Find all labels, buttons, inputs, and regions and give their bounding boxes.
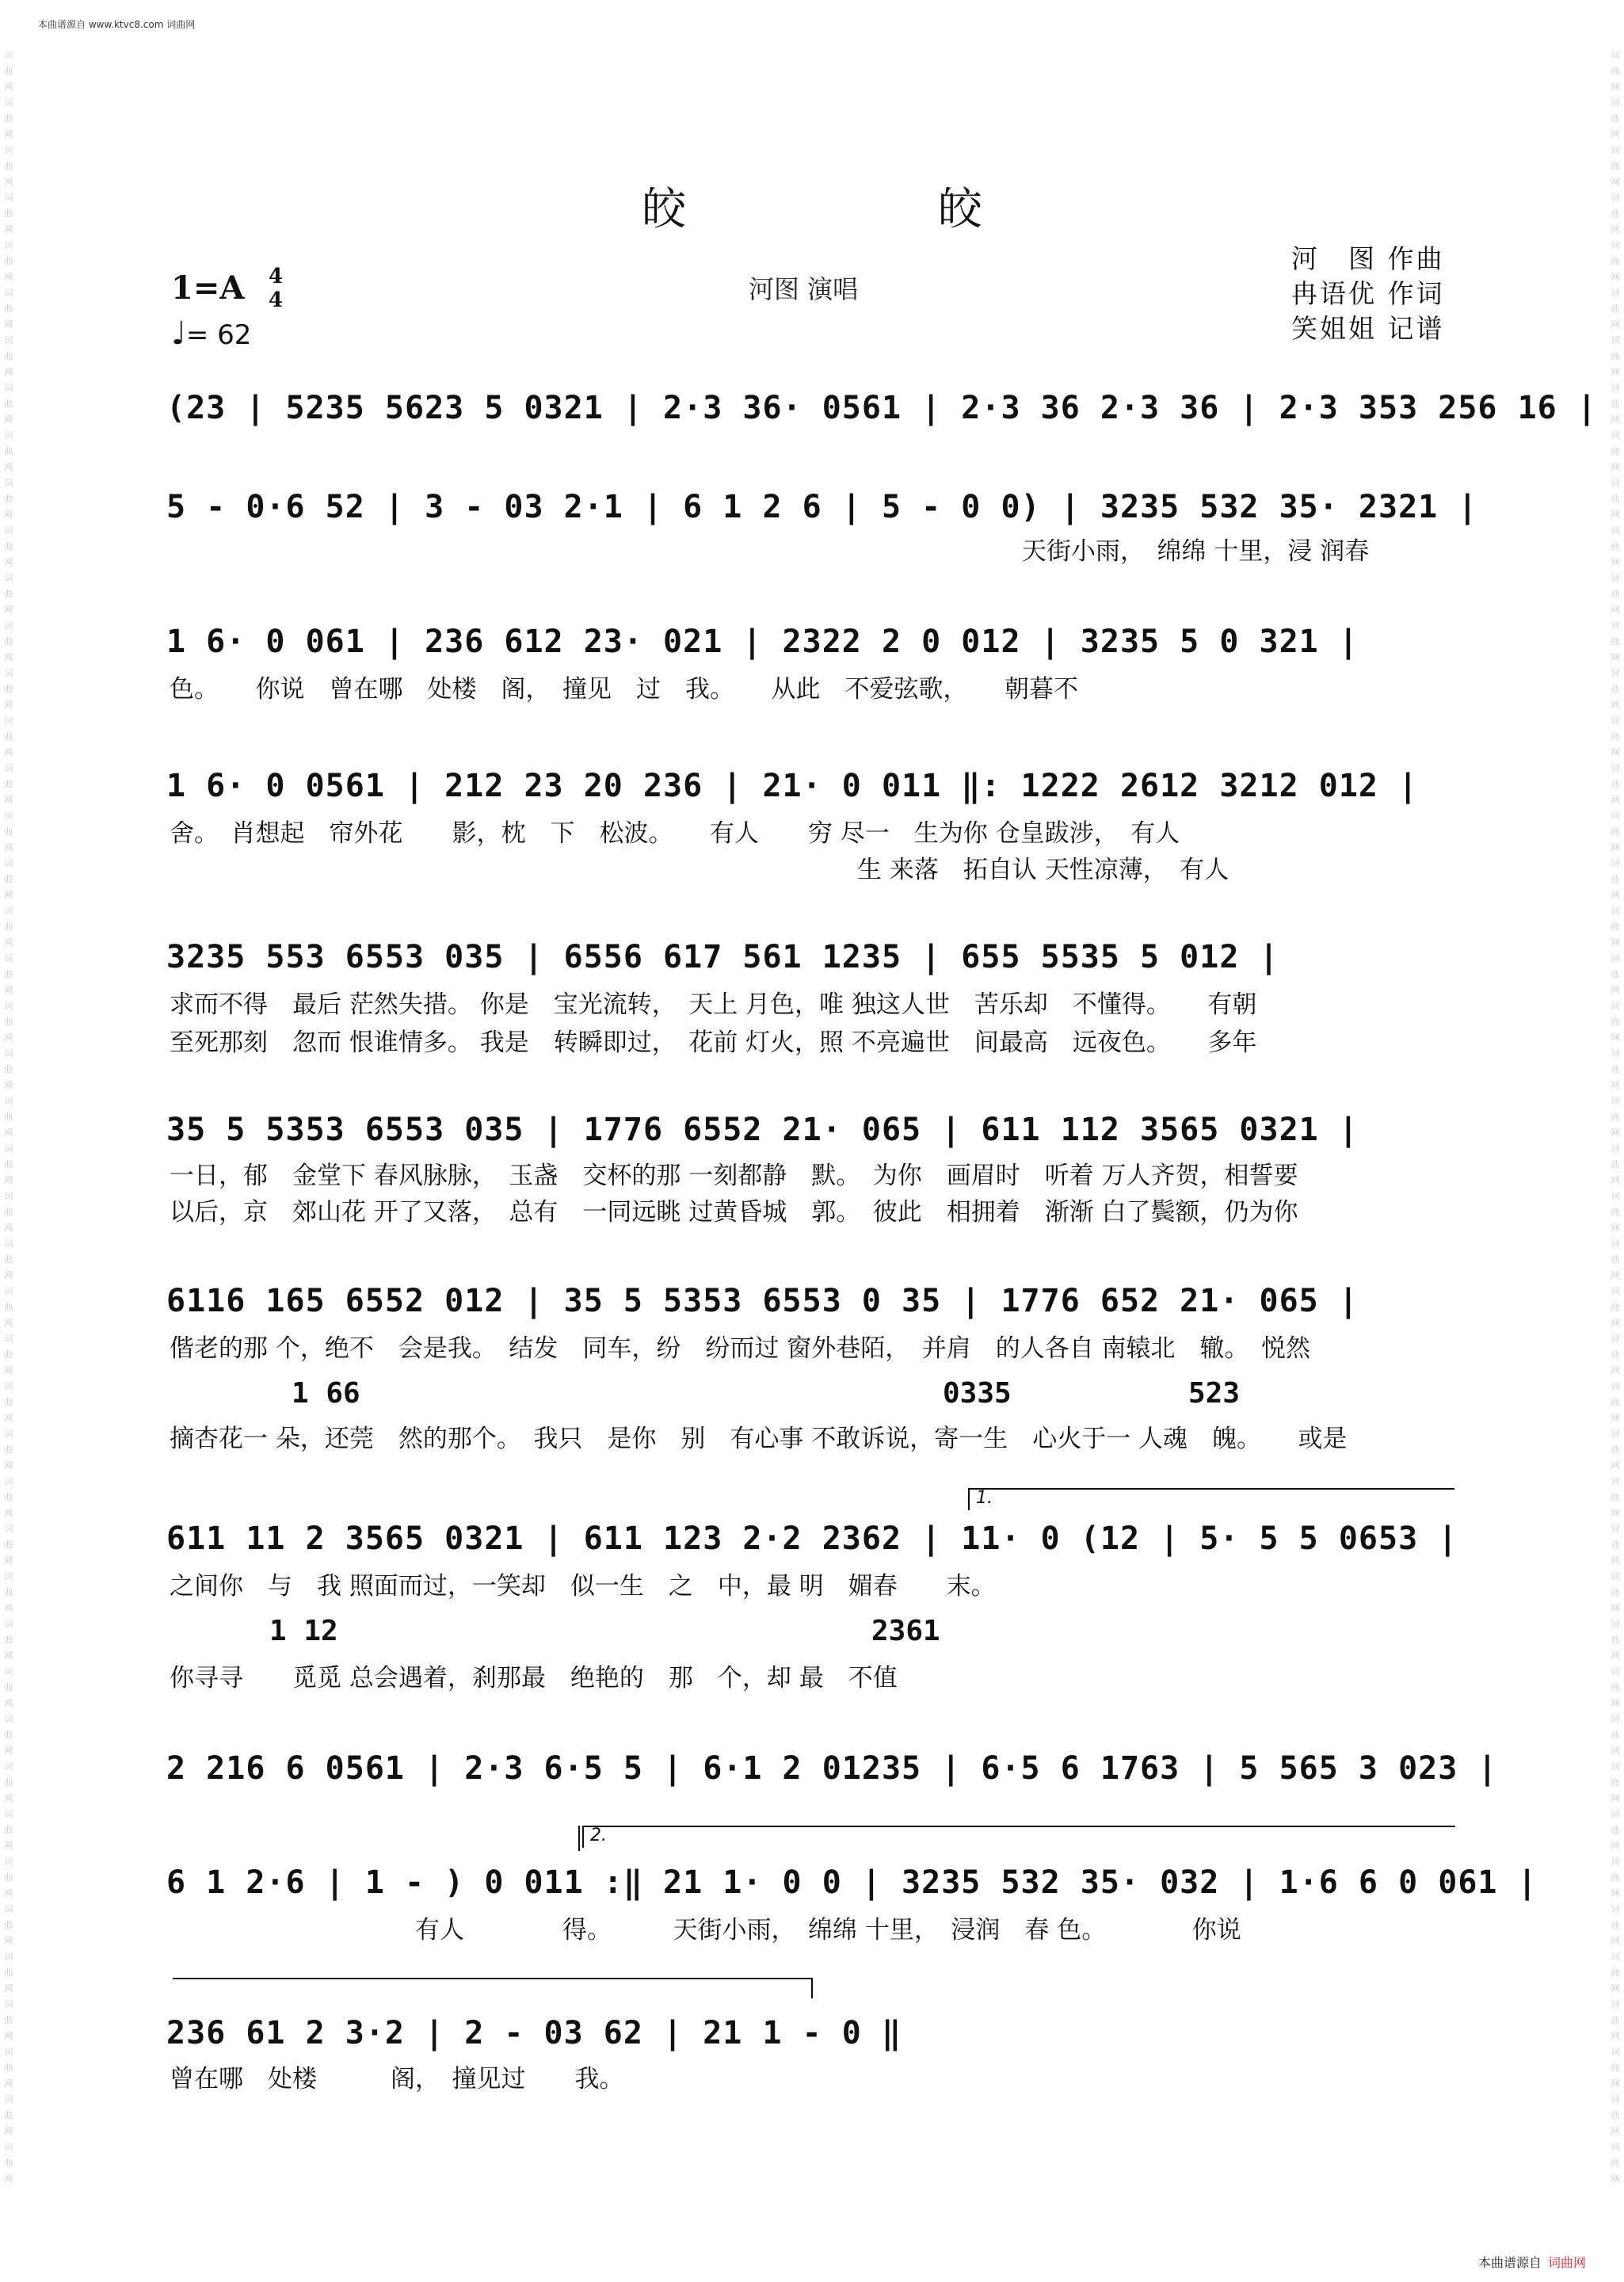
lyricist-credit: 冉语优 作词 xyxy=(1291,278,1445,309)
key-signature: 1=A xyxy=(171,269,245,307)
transcriber-credit: 笑姐姐 记谱 xyxy=(1291,313,1445,344)
singer-credit: 河图 演唱 xyxy=(749,274,859,304)
volta-first-ending: 1. xyxy=(968,1488,1454,1510)
variant-notes: 0335 xyxy=(943,1377,1012,1410)
bottom-source-text: 本曲谱源自 xyxy=(1477,2255,1542,2270)
author-credits xyxy=(1291,242,1445,346)
meter-bottom: 4 xyxy=(268,288,284,312)
notation-row: 2 216 6 0561 | 2·3 6·5 5 | 6·1 2 01235 | 6·5 6 1763 | 5 565 3 023 | xyxy=(166,1750,1498,1787)
variant-notes: 1 66 xyxy=(292,1377,360,1410)
lyric-line: 你寻寻 觅觅 总会遇着，刹那最 绝艳的 那 个，却 最 不值 xyxy=(170,1664,898,1692)
tempo-value: = 62 xyxy=(185,319,252,351)
lyric-line: 一日，郁 金堂下 春风脉脉， 玉盏 交杯的那 一刻都静 默。 为你 画眉时 听着 万人齐贺，相誓要 xyxy=(170,1162,1298,1190)
variant-notes: 2361 xyxy=(871,1615,940,1647)
lyric-line: 以后，京 郊山花 开了又落， 总有 一同远眺 过黄昏城 郭。 彼此 相拥着 渐渐 白了鬓额，仍为你 xyxy=(170,1198,1298,1227)
notation-row: 1 6· 0 0561 | 212 23 20 236 | 21· 0 011 ‖: 1222 2612 3212 012 | xyxy=(166,768,1419,804)
notation-row: 236 61 2 3·2 | 2 - 03 62 | 21 1 - 0 ‖ xyxy=(166,2015,902,2051)
notation-row: 1 6· 0 061 | 236 612 23· 021 | 2322 2 0 012 | 3235 5 0 321 | xyxy=(166,624,1359,660)
variant-notes: 1 12 xyxy=(269,1615,338,1647)
lyric-line: 曾在哪 处楼 阁， 撞见过 我。 xyxy=(170,2065,624,2093)
quarter-note-icon: ♩ xyxy=(171,315,186,352)
lyric-line: 舍。 肖想起 帘外花 影，枕 下 松波。 有人 穷 尽一 生为你 仓皇跋涉， 有人 xyxy=(170,819,1180,848)
notation-row: 3235 553 6553 035 | 6556 617 561 1235 | 655 5535 5 012 | xyxy=(166,939,1279,975)
lyric-line: 之间你 与 我 照面而过，一笑却 似一生 之 中，最 明 媚春 末。 xyxy=(170,1572,996,1601)
notation-row: 35 5 5353 6553 035 | 1776 6552 21· 065 | 611 112 3565 0321 | xyxy=(166,1112,1359,1148)
tempo-marking xyxy=(171,315,251,352)
lyric-line: 天街小雨， 绵绵 十里，浸 润春 xyxy=(1022,537,1370,566)
notation-row: 6 1 2·6 | 1 - ) 0 011 :‖ 21 1· 0 0 | 3235 532 35· 032 | 1·6 6 0 061 | xyxy=(166,1864,1538,1901)
variant-notes: 523 xyxy=(1188,1377,1241,1410)
bottom-source-note xyxy=(1478,2253,1586,2271)
top-source-note: 本曲谱源自 www.ktvc8.com 词曲网 xyxy=(38,19,196,30)
notation-row: (23 | 5235 5623 5 0321 | 2·3 36· 0561 | 2·3 36 2·3 36 | 2·3 353 256 16 | xyxy=(166,390,1597,426)
time-signature xyxy=(265,265,287,312)
volta-bracket-line xyxy=(173,1978,813,1979)
notation-row: 611 11 2 3565 0321 | 611 123 2·2 2362 | 11· 0 (12 | 5· 5 5 0653 | xyxy=(166,1521,1458,1557)
composer-credit: 河 图 作曲 xyxy=(1291,243,1445,274)
lyric-line: 偕老的那 个，绝不 会是我。 结发 同车，纷 纷而过 窗外巷陌， 并肩 的人各自 南辕北 辙。 悦然 xyxy=(170,1334,1311,1363)
lyric-line: 色。 你说 曾在哪 处楼 阁， 撞见 过 我。 从此 不爱弦歌， 朝暮不 xyxy=(170,675,1078,704)
lyric-line: 至死那刻 忽而 恨谁情多。 我是 转瞬即过， 花前 灯火，照 不亮遍世 间最高 远夜色。 多年 xyxy=(170,1028,1257,1057)
notation-row: 5 - 0·6 52 | 3 - 03 2·1 | 6 1 2 6 | 5 - 0 0) | 3235 532 35· 2321 | xyxy=(166,489,1478,525)
notation-row: 6116 165 6552 012 | 35 5 5353 6553 0 35 | 1776 652 21· 065 | xyxy=(166,1283,1359,1319)
side-watermark-left: 词曲网词曲网词曲网词曲网词曲网词曲网词曲网词曲网词曲网词曲网词曲网词曲网词曲网词曲网词曲网词曲网词曲网词曲网词曲网词曲网词曲网词曲网词曲网词曲网词曲网词曲网词曲网词曲网词曲网词曲网词曲网词曲网词曲网词曲网词曲网词曲网词曲网词曲网词曲网词曲网词曲网词曲网词曲网词曲网词曲网 xyxy=(4,50,13,2184)
lyric-line: 有人 得。 天街小雨， 绵绵 十里， 浸润 春 色。 你说 xyxy=(170,1916,1241,1944)
brand-link[interactable]: 词曲网 xyxy=(1547,2255,1586,2270)
volta-bracket-end xyxy=(811,1978,813,1998)
song-title: 皎 皎 xyxy=(642,184,1101,235)
side-watermark-right: 词曲网词曲网词曲网词曲网词曲网词曲网词曲网词曲网词曲网词曲网词曲网词曲网词曲网词曲网词曲网词曲网词曲网词曲网词曲网词曲网词曲网词曲网词曲网词曲网词曲网词曲网词曲网词曲网词曲网词曲网词曲网词曲网词曲网词曲网词曲网词曲网词曲网词曲网词曲网词曲网词曲网词曲网词曲网词曲网词曲网 xyxy=(1611,50,1620,2184)
meter-top: 4 xyxy=(268,265,284,288)
volta-first-ending-close xyxy=(578,1826,580,1851)
lyric-line: 求而不得 最后 茫然失措。 你是 宝光流转， 天上 月色，唯 独这人世 苦乐却 不懂得。 有朝 xyxy=(170,990,1257,1019)
lyric-line: 摘杏花一 朵，还莞 然的那个。 我只 是你 别 有心事 不敢诉说，寄一生 心火于一 人魂 魄。 或是 xyxy=(170,1425,1348,1453)
lyric-line: 生 来落 拓自认 天性凉薄， 有人 xyxy=(170,856,1229,884)
volta-second-ending: 2. xyxy=(582,1826,1455,1848)
